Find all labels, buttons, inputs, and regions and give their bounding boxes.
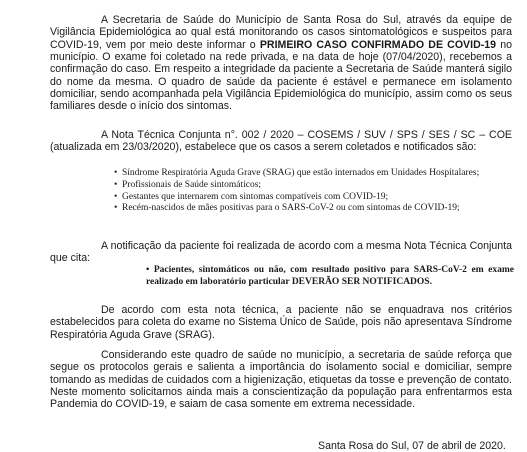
list-item: • Síndrome Respiratória Aguda Grave (SRAG) que estão internados em Unidades Hospitalares; [114, 168, 514, 180]
quoted-rule: • Pacientes, sintomáticos ou não, com resultado positivo para SARS-CoV-2 em exame realizado em laboratório particular DEVERÃO SER NOTIFICADOS. [146, 265, 514, 287]
announcement-intro: A Secretaria de Saúde do Município de Santa Rosa do Sul, através da equipe de Vigilância Epidemiológica ao qual está monitorando os casos sintomatológicos e suspeitos para COVID-19, vem por meio deste informar o [50, 14, 512, 51]
list-item: • Recém-nascidos de mães positivas para o SARS-CoV-2 ou com sintomas de COVID-19; [114, 203, 514, 215]
first-case-emphasis: PRIMEIRO CASO CONFIRMADO DE COVID-19 [259, 38, 497, 51]
list-item: • Profissionais de Saúde sintomáticos; [114, 180, 514, 192]
paragraph-criteria-analysis: De acordo com esta nota técnica, a paciente não se enquadrava nos critérios estabelecidos para coleta do exame no Sistema Único de Saúde, pois não apresentava Síndrome Respiratória Aguda Grave (SRAG). [50, 304, 512, 341]
paragraph-announcement [50, 14, 512, 113]
paragraph-recommendations: Considerando este quadro de saúde no município, a secretaria de saúde reforça que segue os protocolos gerais e salienta a importância do isolamento social e domiciliar, sempre tomando as medidas de cuidados com a higienização, etiquetas da tosse e prevenção de contato. Neste momento solicitamos ainda mais a conscientização da população para enfrentarmos esta Pandemia do COVID-19, e saiam de casa somente em extrema necessidade. [50, 349, 512, 411]
notification-criteria-list [114, 168, 514, 215]
announcement-details: no município. O exame foi coletado na rede privada, e na data de hoje (07/04/2020), recebemos a confirmação do caso. Em respeito a integridade da paciente a Secretaria de Saúde manterá sigilo do nome da mesma. O quadro de saúde da paciente é estável e permanece em isolamento domiciliar, sendo acompanhada pela Vigilância Epidemiológica do município, assim como os seus familiares desde o início dos sintomas. [50, 38, 512, 113]
paragraph-notification: A notificação da paciente foi realizada de acordo com a mesma Nota Técnica Conjunta que cita: [50, 240, 512, 265]
list-item: • Gestantes que internarem com sintomas compatíveis com COVID-19; [114, 192, 514, 204]
place-date-line: Santa Rosa do Sul, 07 de abril de 2020. [318, 440, 506, 452]
quoted-rule-text: Pacientes, sintomáticos ou não, com resultado positivo para SARS-CoV-2 em exame realizado em laboratório particular DEVERÃO SER NOTIFICADOS. [146, 265, 514, 287]
paragraph-technical-note: A Nota Técnica Conjunta n°. 002 / 2020 – COSEMS / SUV / SPS / SES / SC – COE (atualizada em 23/03/2020), estabelece que os casos a serem coletados e notificados são: [50, 129, 512, 154]
